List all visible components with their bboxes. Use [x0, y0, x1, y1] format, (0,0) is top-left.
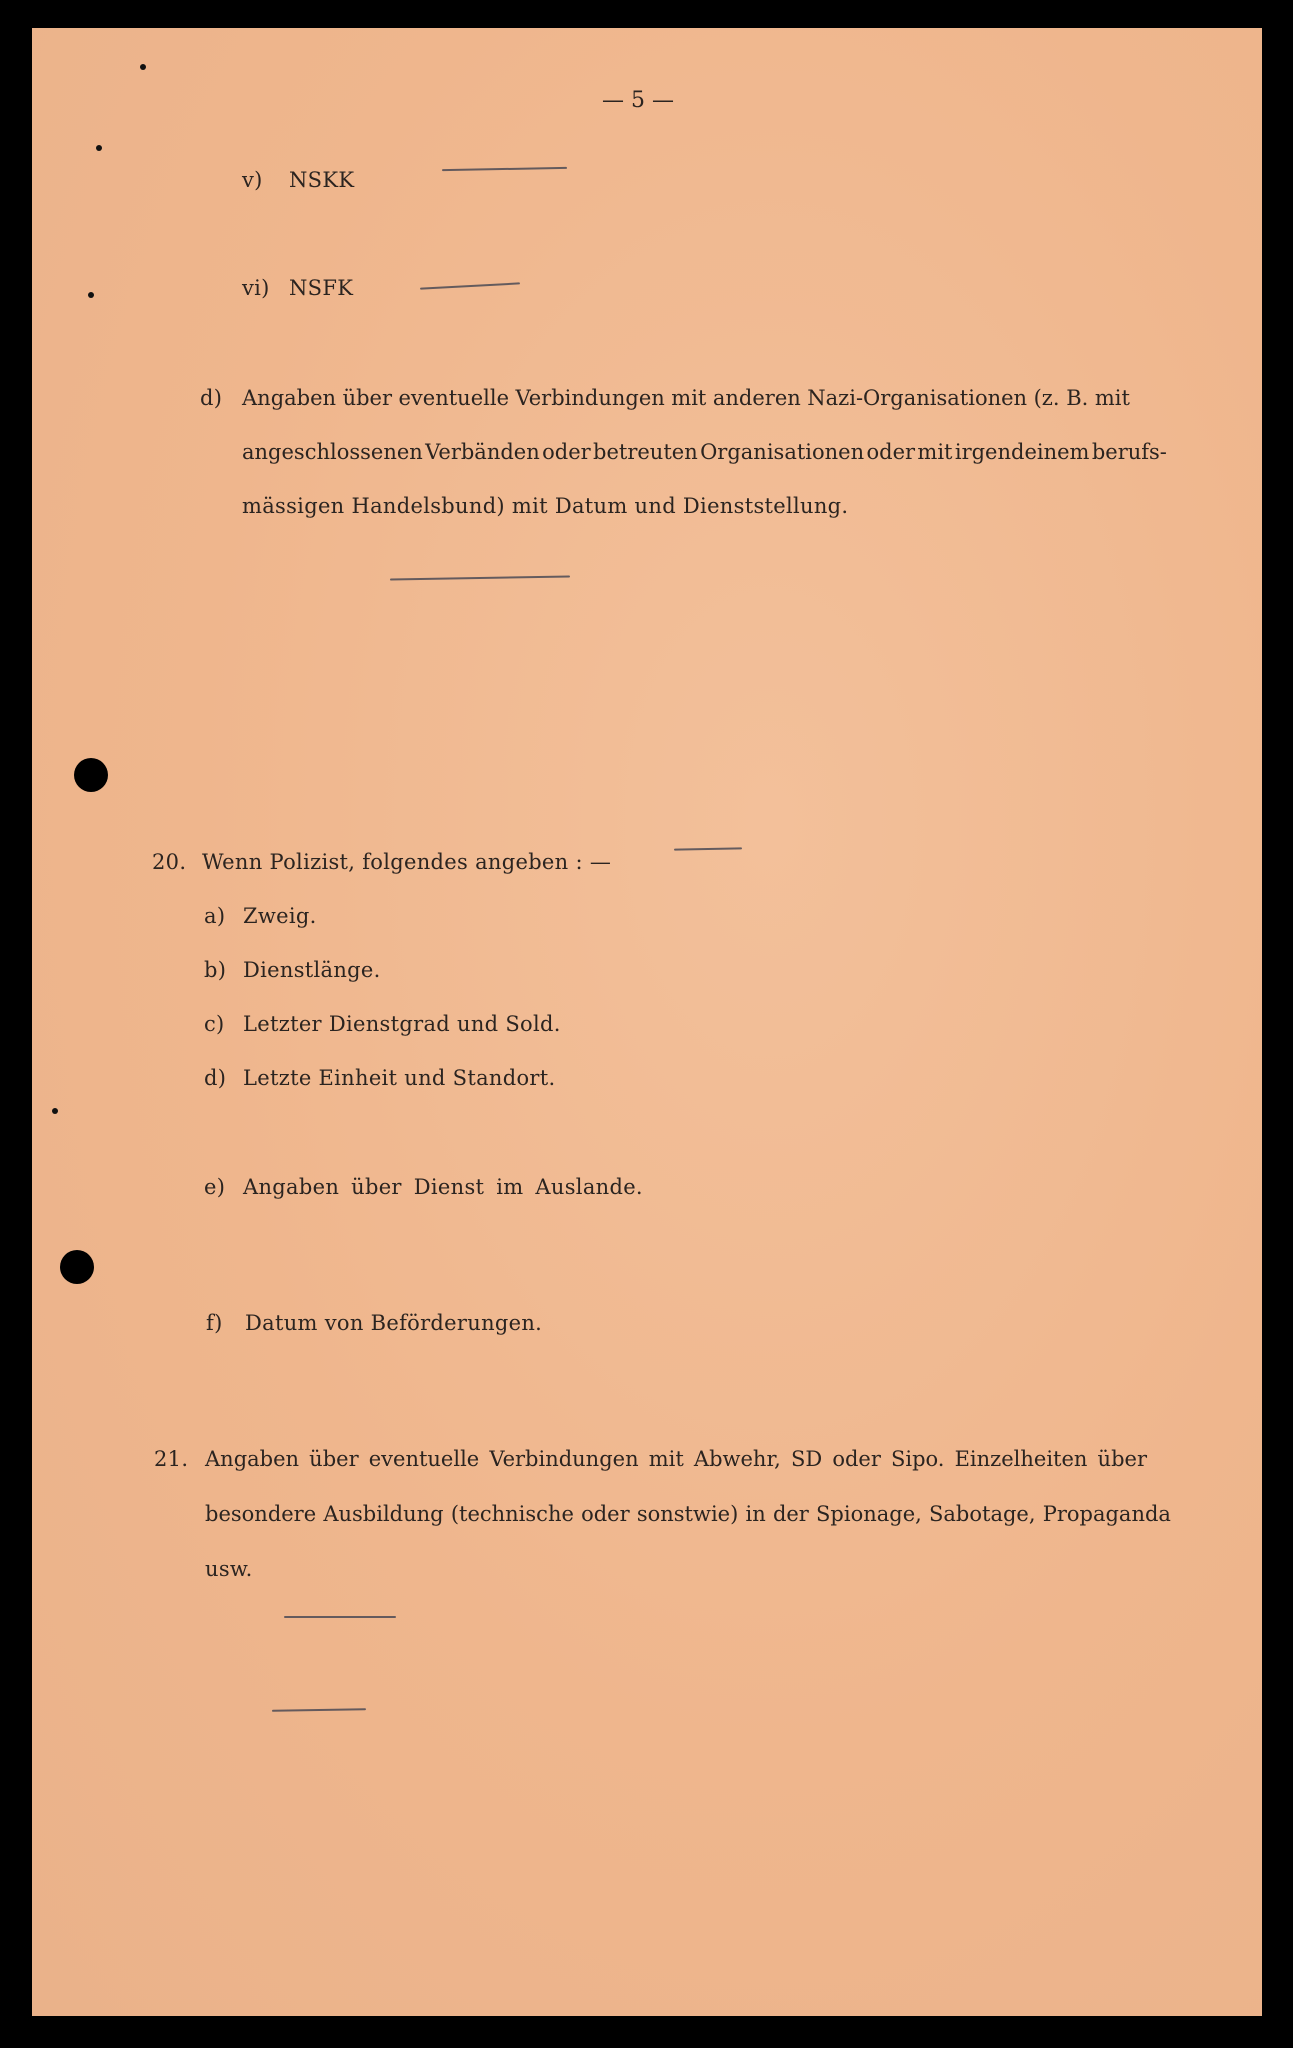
- q20-a-marker: a): [204, 904, 226, 928]
- word: Einzelheiten: [954, 1447, 1088, 1471]
- word: der: [772, 1502, 809, 1526]
- item-d-line1: [242, 386, 1130, 410]
- question-21-number: 21.: [154, 1447, 189, 1471]
- word: oder: [542, 440, 591, 464]
- word: mit: [917, 440, 953, 464]
- word: eventuelle: [368, 1447, 480, 1471]
- item-d-line3: mässigen Handelsbund) mit Datum und Dienststellung.: [242, 494, 849, 518]
- word: Spionage,: [816, 1502, 922, 1526]
- q20-c-marker: c): [204, 1012, 225, 1036]
- speck: [52, 1108, 58, 1114]
- word: mit: [671, 386, 707, 410]
- word: mit: [648, 1447, 684, 1471]
- word: (technische: [450, 1502, 574, 1526]
- speck: [88, 292, 94, 298]
- word: Ausbildung: [323, 1502, 444, 1526]
- q20-d-marker: d): [204, 1066, 227, 1090]
- q20-e-marker: e): [204, 1175, 226, 1199]
- word: Sabotage,: [929, 1502, 1036, 1526]
- word: eventuelle: [398, 386, 509, 410]
- word: anderen: [712, 386, 801, 410]
- word: oder: [581, 1502, 630, 1526]
- word: angeschlossenen: [242, 440, 423, 464]
- q20-c-text: Letzter Dienstgrad und Sold.: [243, 1012, 561, 1036]
- item-d-marker: d): [200, 386, 223, 410]
- q21-line3: usw.: [205, 1557, 253, 1581]
- word: Nazi-Organisationen: [807, 386, 1028, 410]
- word: Verbindungen: [515, 386, 665, 410]
- item-d-line2: [242, 440, 1167, 464]
- document-page: [32, 28, 1262, 2016]
- punch-hole: [60, 1250, 94, 1284]
- page-number: — 5 —: [602, 88, 674, 113]
- word: oder: [832, 1447, 881, 1471]
- word: Sipo.: [890, 1447, 945, 1471]
- word: über: [1097, 1447, 1147, 1471]
- punch-hole: [74, 758, 108, 792]
- q21-line1: [205, 1447, 1147, 1471]
- speck: [96, 145, 102, 151]
- word: Angaben: [242, 386, 337, 410]
- word: über: [309, 1447, 359, 1471]
- word: Verbindungen: [489, 1447, 639, 1471]
- item-v-marker: v): [242, 168, 263, 192]
- q20-a-text: Zweig.: [243, 904, 317, 928]
- word: Abwehr,: [693, 1447, 781, 1471]
- q20-b-marker: b): [204, 958, 227, 982]
- speck: [140, 64, 146, 70]
- word: oder: [866, 440, 916, 464]
- q20-d-text: Letzte Einheit und Standort.: [243, 1066, 556, 1090]
- dash-mark: [674, 847, 742, 850]
- question-20-number: 20.: [152, 850, 187, 874]
- dash-mark: [390, 575, 570, 580]
- item-vi-text: NSFK: [289, 276, 354, 300]
- word: betreuten: [593, 440, 698, 464]
- word: in: [745, 1502, 766, 1526]
- q20-e-text: Angaben über Dienst im Auslande.: [243, 1175, 643, 1199]
- word: irgendeinem: [954, 440, 1090, 464]
- dash-mark: [420, 282, 520, 289]
- word: Verbänden: [425, 440, 540, 464]
- q20-b-text: Dienstlänge.: [243, 958, 381, 982]
- word: berufs-: [1091, 440, 1167, 464]
- item-v-text: NSKK: [289, 168, 355, 192]
- word: Propaganda: [1042, 1502, 1171, 1526]
- dash-mark: [272, 1708, 366, 1712]
- word: sonstwie): [636, 1502, 739, 1526]
- q20-f-marker: f): [206, 1311, 223, 1335]
- dash-mark: [284, 1616, 396, 1618]
- word: (z. B.: [1033, 386, 1089, 410]
- word: Angaben: [205, 1447, 300, 1471]
- q20-f-text: Datum von Beförderungen.: [245, 1311, 543, 1335]
- word: mit: [1094, 386, 1130, 410]
- word: über: [342, 386, 392, 410]
- word: besondere: [205, 1502, 317, 1526]
- q21-line2: [205, 1502, 1171, 1526]
- word: SD: [790, 1447, 823, 1471]
- item-vi-marker: vi): [242, 276, 270, 300]
- question-20-title: Wenn Polizist, folgendes angeben : —: [202, 850, 612, 874]
- dash-mark: [442, 167, 567, 171]
- word: Organisationen: [700, 440, 865, 464]
